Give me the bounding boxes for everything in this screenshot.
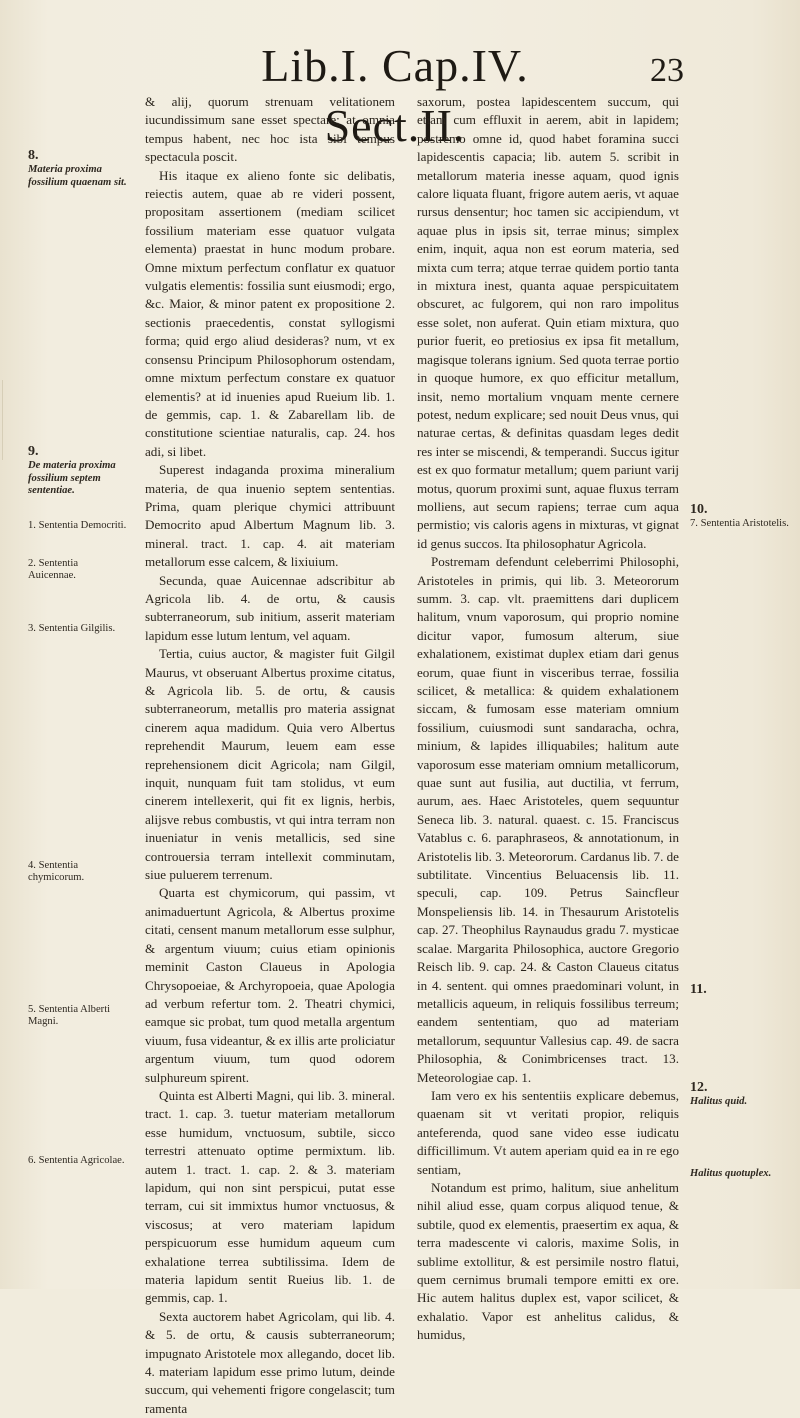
margin-number: 12. xyxy=(690,1080,708,1095)
margin-number: 9. xyxy=(28,444,39,459)
margin-number: 11. xyxy=(690,982,707,997)
right-margin-note-12 xyxy=(690,1082,790,1109)
margin-note-text: 5. Sententia Alberti Magni. xyxy=(28,1004,111,1028)
left-margin-sententia-2 xyxy=(28,558,128,583)
margin-note-text: 4. Sententia chymicorum. xyxy=(28,860,85,884)
margin-note-text: 7. Sententia Aristotelis. xyxy=(690,518,789,530)
right-margin-note-11 xyxy=(690,984,790,998)
paragraph: Superest indaganda proxima mineralium materia, de qua inuenio septem sententias. Prima, quam plerique chymici attribuunt Democrito apud Albertum Magnum lib. 3. mineral. tract. 1. cap. 4. ait materiam metallorum esse calcem, & lixiuium. xyxy=(145,462,395,570)
paper-edge-stain xyxy=(2,380,21,460)
right-margin-note-10 xyxy=(690,504,790,531)
left-margin-note-8 xyxy=(28,150,128,189)
paragraph: Sexta auctorem habet Agricolam, qui lib. 4. & 5. de ortu, & causis subterraneorum; impugnato Aristotele mox allegando, docet lib. 4. materiam lapidum esse primo lutum, deinde succum, qui vehementi frigore congelascit; tum ramenta xyxy=(145,1308,395,1416)
left-margin-sententia-1 xyxy=(28,520,128,532)
left-margin-note-9 xyxy=(28,446,128,498)
margin-note-text: De materia proxima fossilium septem sententiae. xyxy=(28,460,116,497)
margin-note-text: Materia proxima fossilium quaenam sit. xyxy=(28,164,127,188)
running-head: Lib.I. Cap.IV. Sect.II. xyxy=(261,40,529,151)
left-text-column xyxy=(145,93,395,1418)
paragraph: Postremam defendunt celeberrimi Philosophi, Aristoteles in primis, qui lib. 3. Meteororum summ. 3. cap. vlt. praemittens dari duplicem halitum, vnum vaporosum, qui proprio nomine dicitur vapor, fumosum alterum, siue exhalationem, existimat duplex etiam dari genus eorum, quae fiunt in visceribus terrae, fossilia scilicet, & metallica: & quidem exhalationem siccam, & fumosam esse materiam omnium fossilium, cuiusmodi sunt sandaracha, ochra, minium, & lapides illiquabiles; halitum aute vaporosum esse materiam omnium metallicorum, quae sunt aut fusilia, aut ductilia, vt ferrum, aurum, aes. Haec Aristoteles, quem sequuntur Seneca lib. 3. natural. quaest. c. 15. Franciscus Vatablus c. 6. paraphraseos, & annotationum, in Aristotelis lib. 3. Meteororum. Cardanus lib. 7. de subtilitate. Vincentius Beluacensis lib. 11. speculi, cap. 109. Petrus Saincfleur Monspeliensis lib. 14. in Thesaurum Aristotelis cap. 27. Theophilus Raynaudus gradu 7. mysticae scalae. Margarita Philosophica, auctore Gregorio Reisch lib. 9. cap. 24. & Caston Claueus citatus in 4. sentent. qui omnes praedominari volunt, in metallicis aqueum, in reliquis fossilibus terreum; eandem sententiam, quo ad materiam metallorum, sequuntur Vallesius cap. 49. de sacra Philosophia, & Conimbricenses tract. 13. Meteorologiae cap. 1. xyxy=(417,554,679,1085)
paragraph: Notandum est primo, halitum, siue anhelitum nihil aliud esse, quam corpus aliquod tenue, & subtile, quod ex elementis, praesertim ex aqua, & terra madescente vi caloris, maxime Solis, in sublime extollitur, & est persimile nostro flatui, quem cernimus brumali tempore emitti ex ore. Hic autem halitus duplex est, vapor scilicet, & exhalatio. Vapor est anhelitus calidus, & humidus, xyxy=(417,1179,679,1343)
paragraph: Iam vero ex his sententiis explicare debemus, quaenam sit vt veritati propior, reliquis anteferenda, quod sane video esse iudicatu difficillimum. Vt autem aperiam quid ea in re ego sentiam, xyxy=(417,1087,679,1177)
left-margin-sententia-6 xyxy=(28,1155,128,1167)
margin-note-text: 1. Sententia Democriti. xyxy=(28,520,127,531)
paragraph: Quinta est Alberti Magni, qui lib. 3. mineral. tract. 1. cap. 3. tuetur materiam metallorum esse humidum, vnctuosum, subtile, sicco terrestri attenuato optime permixtum. lib. autem 1. tract. 1. cap. 2. & 3. materiam lapidum, qui non sint perspicui, putat esse terram, cui sit immixtus humor vnctuosus, & viscosus; at vero materiam lapidum perspicuorum esse humidum aqueum cum exhalatione terrea subtilissima. Idem de materia lapidum sentit Rueius lib. 1. de gemmis, cap. 1. xyxy=(145,1087,395,1306)
left-margin-sententia-5 xyxy=(28,1004,128,1029)
margin-number: 8. xyxy=(28,148,39,163)
margin-note-text: 3. Sententia Gilgilis. xyxy=(28,623,116,634)
margin-note-text: Halitus quotuplex. xyxy=(690,1168,772,1179)
paragraph: His itaque ex alieno fonte sic delibatis, reiectis autem, quae ab re videri possent, propositam assertionem (mediam scilicet fossilium materiam esse quatuor vulgata elementa) praestat in hunc modum probare. Omne mixtum perfectum conflatur ex quatuor vulgatis elementis: fossilia sunt eiusmodi; ergo, &c. Maior, & minor patent ex propositione 2. sectionis praecedentis, constat syllogismi forma; quid ergo aliud desideras? num, vt ex consensu Principum Philosophorum ostendam, omne mixtum perfectum constare ex quatuor elementis? at id inuenies apud Rueium lib. 1. de gemmis, cap. 1. & Zabarellam lib. de constitutione scientiae naturalis, cap. 24. hos adi, si libet. xyxy=(145,167,395,459)
right-text-column xyxy=(417,93,679,1345)
margin-number: 10. xyxy=(690,502,708,517)
paragraph: Secunda, quae Auicennae adscribitur ab Agricola lib. 4. de ortu, & causis subterraneorum, sub initium, asserit materiam lapidum esse lutum lentum, vel aquam. xyxy=(145,572,395,643)
paragraph: saxorum, postea lapidescentem succum, qui etiam cum effluxit in aerem, abit in lapidem; postremo omne id, quod habet foramina succi lapidescentis capacia; lib. autem 5. scribit in metallorum materia inesse aquam, quod ignis calore liquata fluant, frigore autem aeris, vt aquae rursus densentur; hoc tamen sic accipiendum, vt aquae plus in ipsis sit, terrae minus; simplex enim, inquit, aqua non est eorum materia, sed mixta cum terra; atque terrae quidem portio tanta in mixtura inest, quanta aquae perspicuitatem obscuret, ac fulgorem, qui non raro impolitus esse solet, non auferat. Quin etiam mixtura, quo purior fuerit, eo pretiosius ex ipsa fit metallum, magisque tolerans ignium. Sed quota terrae portio in quoque humore, ex quo efficitur metallum, insit, nemo mortalium vnquam mente cernere potest, nedum explicare; sed nouit Deus vnus, qui naturae certas, & definitas quasdam leges dedit res inter se miscendi, & temperandi. Succus igitur est ex quo formatur metallum; quem pariunt varij motus, quorum proximi sunt, aquae fluxus terram molliens, aut secum rapiens; terrae cum aqua permistio; vis caloris agens in mixturas, vt gignat id genus succos. Ita philosophatur Agricola. xyxy=(417,94,679,551)
left-margin-sententia-3 xyxy=(28,623,128,635)
page-number: 23 xyxy=(650,52,684,89)
margin-note-text: Halitus quid. xyxy=(690,1096,748,1108)
left-margin-sententia-4 xyxy=(28,860,128,885)
margin-note-text: 6. Sententia Agricolae. xyxy=(28,1155,125,1166)
paragraph: Quarta est chymicorum, qui passim, vt animaduertunt Agricola, & Albertus proxime citati, censent manum metallorum esse sulphur, & argentum viuum; cuius etiam opinionis meminit Caston Claueus in Apologia Chrysopoeiae, & Archyropoeia, quae Apologia ad verbum refertur tom. 2. Theatri chymici, eamque sic probat, tum quod metalla argentum viuum, fusa videantur, & ex illis arte proliciatur argentum viuum, tum quod odorem sulphureum spirent. xyxy=(145,885,396,1085)
paragraph: & alij, quorum strenuam velitationem iucundissimum sane esset spectare; at omnia tempus habent, nec hoc ista sibi tempus spectacula poscit. xyxy=(145,94,395,165)
right-margin-note-halitus xyxy=(690,1168,790,1180)
paragraph: Tertia, cuius auctor, & magister fuit Gilgil Maurus, vt obseruant Albertus proxime citatus, & Agricola lib. 5. de ortu, & causis subterraneorum, metallis pro materia assignat cinerem aqua madidum. Quia vero Albertus reprehendit Maurum, leuem eam esse reprehensionem dicit Agricola; nam Gilgil, inquit, nunquam fuit tam stolidus, vt eum cinerem intellexerit, qui fit ex lignis, herbis, alijsve rebus combustis, vt qui intra terram non inueniatur in venis metallicis, sed sine controuersia terram intellexit comminutam, siue puluerem terrenum. xyxy=(145,646,395,883)
margin-note-text: 2. Sententia Auicennae. xyxy=(28,558,79,582)
